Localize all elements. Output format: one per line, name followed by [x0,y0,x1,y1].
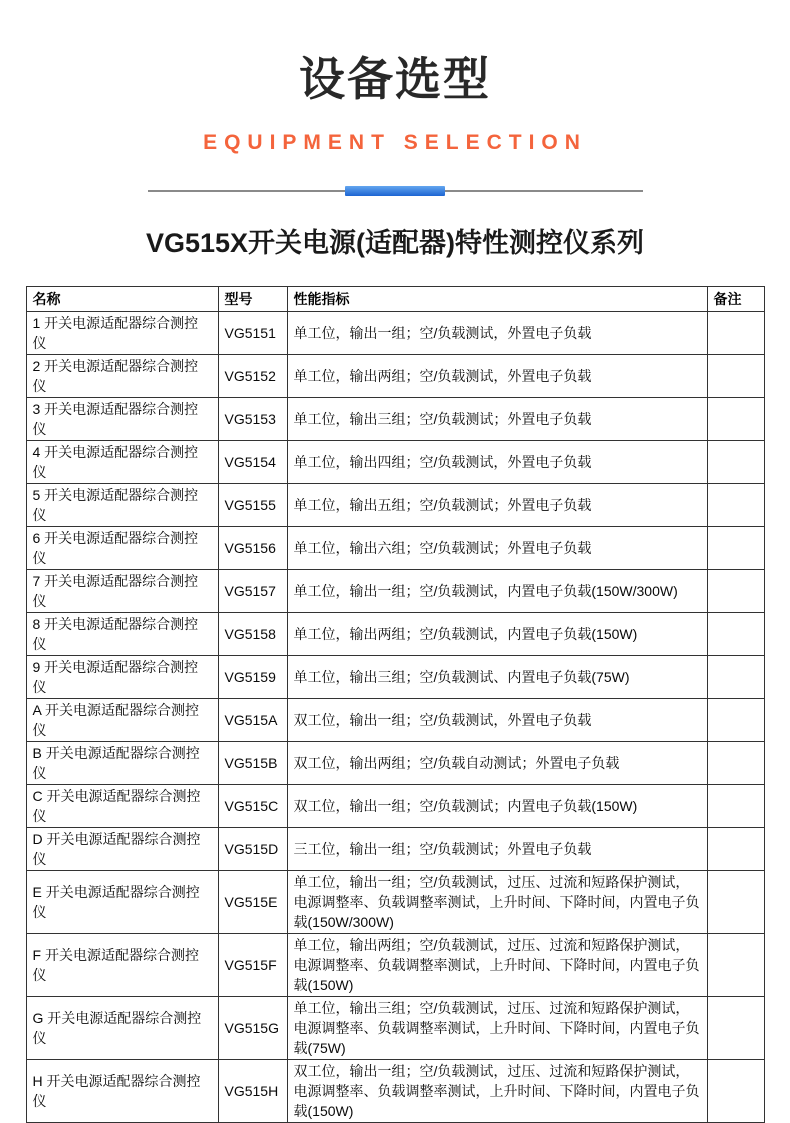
header-name: 名称 [26,287,218,312]
document-page [0,52,790,1123]
spec-cell: 双工位，输出一组；空/负载测试，过压、过流和短路保护测试，电源调整率、负载调整率测试，上升时间、下降时间，内置电子负载(150W) [287,1060,707,1123]
spec-cell: 单工位，输出三组；空/负载测试、内置电子负载(75W) [287,656,707,699]
header-note: 备注 [707,287,764,312]
name-cell: G 开关电源适配器综合测控仪 [26,997,218,1060]
header-spec: 性能指标 [287,287,707,312]
spec-cell: 单工位，输出一组；空/负载测试，内置电子负载(150W/300W) [287,570,707,613]
name-cell: B 开关电源适配器综合测控仪 [26,742,218,785]
name-cell: 8 开关电源适配器综合测控仪 [26,613,218,656]
model-cell: VG5156 [218,527,287,570]
header-row [26,287,764,312]
table-row [26,570,764,613]
name-cell: 6 开关电源适配器综合测控仪 [26,527,218,570]
page-title: 设备选型 [299,53,491,105]
spec-cell: 单工位，输出一组；空/负载测试，过压、过流和短路保护测试，电源调整率、负载调整率测试，上升时间、下降时间，内置电子负载(150W/300W) [287,871,707,934]
spec-cell: 单工位，输出两组；空/负载测试，外置电子负载 [287,355,707,398]
spec-cell: 单工位，输出两组；空/负载测试，过压、过流和短路保护测试，电源调整率、负载调整率测试，上升时间、下降时间，内置电子负载(150W) [287,934,707,997]
note-cell [707,742,764,785]
table-row [26,699,764,742]
spec-cell: 单工位，输出六组；空/负载测试；外置电子负载 [287,527,707,570]
name-cell: 7 开关电源适配器综合测控仪 [26,570,218,613]
table-row [26,785,764,828]
table-row [26,398,764,441]
table-row [26,355,764,398]
name-cell: F 开关电源适配器综合测控仪 [26,934,218,997]
note-cell [707,699,764,742]
model-cell: VG515A [218,699,287,742]
name-cell: 1 开关电源适配器综合测控仪 [26,312,218,355]
note-cell [707,613,764,656]
name-cell: C 开关电源适配器综合测控仪 [26,785,218,828]
table-row [26,828,764,871]
model-cell: VG5155 [218,484,287,527]
name-cell: 4 开关电源适配器综合测控仪 [26,441,218,484]
model-cell: VG515G [218,997,287,1060]
table-row [26,742,764,785]
name-cell: 3 开关电源适配器综合测控仪 [26,398,218,441]
note-cell [707,441,764,484]
table-row [26,934,764,997]
model-cell: VG515C [218,785,287,828]
spec-table-body [26,312,764,1123]
table-row [26,484,764,527]
note-cell [707,871,764,934]
name-cell: D 开关电源适配器综合测控仪 [26,828,218,871]
model-cell: VG5153 [218,398,287,441]
model-cell: VG5157 [218,570,287,613]
table-row [26,656,764,699]
model-cell: VG5159 [218,656,287,699]
note-cell [707,656,764,699]
note-cell [707,527,764,570]
spec-cell: 单工位，输出四组；空/负载测试，外置电子负载 [287,441,707,484]
table-row [26,527,764,570]
spec-cell: 双工位，输出一组；空/负载测试；内置电子负载(150W) [287,785,707,828]
note-cell [707,312,764,355]
table-row [26,1060,764,1123]
spec-table-head [26,287,764,312]
name-cell: 9 开关电源适配器综合测控仪 [26,656,218,699]
model-cell: VG5152 [218,355,287,398]
name-cell: A 开关电源适配器综合测控仪 [26,699,218,742]
spec-cell: 单工位，输出一组；空/负载测试，外置电子负载 [287,312,707,355]
name-cell: H 开关电源适配器综合测控仪 [26,1060,218,1123]
spec-table [26,286,765,1123]
section-divider [148,186,643,196]
model-cell: VG515F [218,934,287,997]
note-cell [707,355,764,398]
spec-cell: 双工位，输出两组；空/负载自动测试；外置电子负载 [287,742,707,785]
table-row [26,871,764,934]
divider-accent-bar [345,186,445,196]
series-title: VG515X开关电源(适配器)特性测控仪系列 [145,228,645,258]
model-cell: VG515D [218,828,287,871]
model-cell: VG515B [218,742,287,785]
table-row [26,997,764,1060]
spec-cell: 单工位，输出五组；空/负载测试；外置电子负载 [287,484,707,527]
note-cell [707,785,764,828]
page-subtitle: EQUIPMENT SELECTION [203,131,587,154]
model-cell: VG5151 [218,312,287,355]
note-cell [707,828,764,871]
note-cell [707,484,764,527]
table-row [26,312,764,355]
note-cell [707,1060,764,1123]
spec-cell: 单工位，输出三组；空/负载测试，过压、过流和短路保护测试，电源调整率、负载调整率测试，上升时间、下降时间，内置电子负载(75W) [287,997,707,1060]
note-cell [707,398,764,441]
note-cell [707,934,764,997]
model-cell: VG515H [218,1060,287,1123]
table-row [26,441,764,484]
spec-cell: 三工位，输出一组；空/负载测试；外置电子负载 [287,828,707,871]
spec-cell: 双工位，输出一组；空/负载测试，外置电子负载 [287,699,707,742]
spec-cell: 单工位，输出两组；空/负载测试，内置电子负载(150W) [287,613,707,656]
header-model: 型号 [218,287,287,312]
name-cell: 2 开关电源适配器综合测控仪 [26,355,218,398]
model-cell: VG5154 [218,441,287,484]
model-cell: VG515E [218,871,287,934]
note-cell [707,997,764,1060]
name-cell: 5 开关电源适配器综合测控仪 [26,484,218,527]
model-cell: VG5158 [218,613,287,656]
spec-cell: 单工位，输出三组；空/负载测试；外置电子负载 [287,398,707,441]
note-cell [707,570,764,613]
table-row [26,613,764,656]
name-cell: E 开关电源适配器综合测控仪 [26,871,218,934]
